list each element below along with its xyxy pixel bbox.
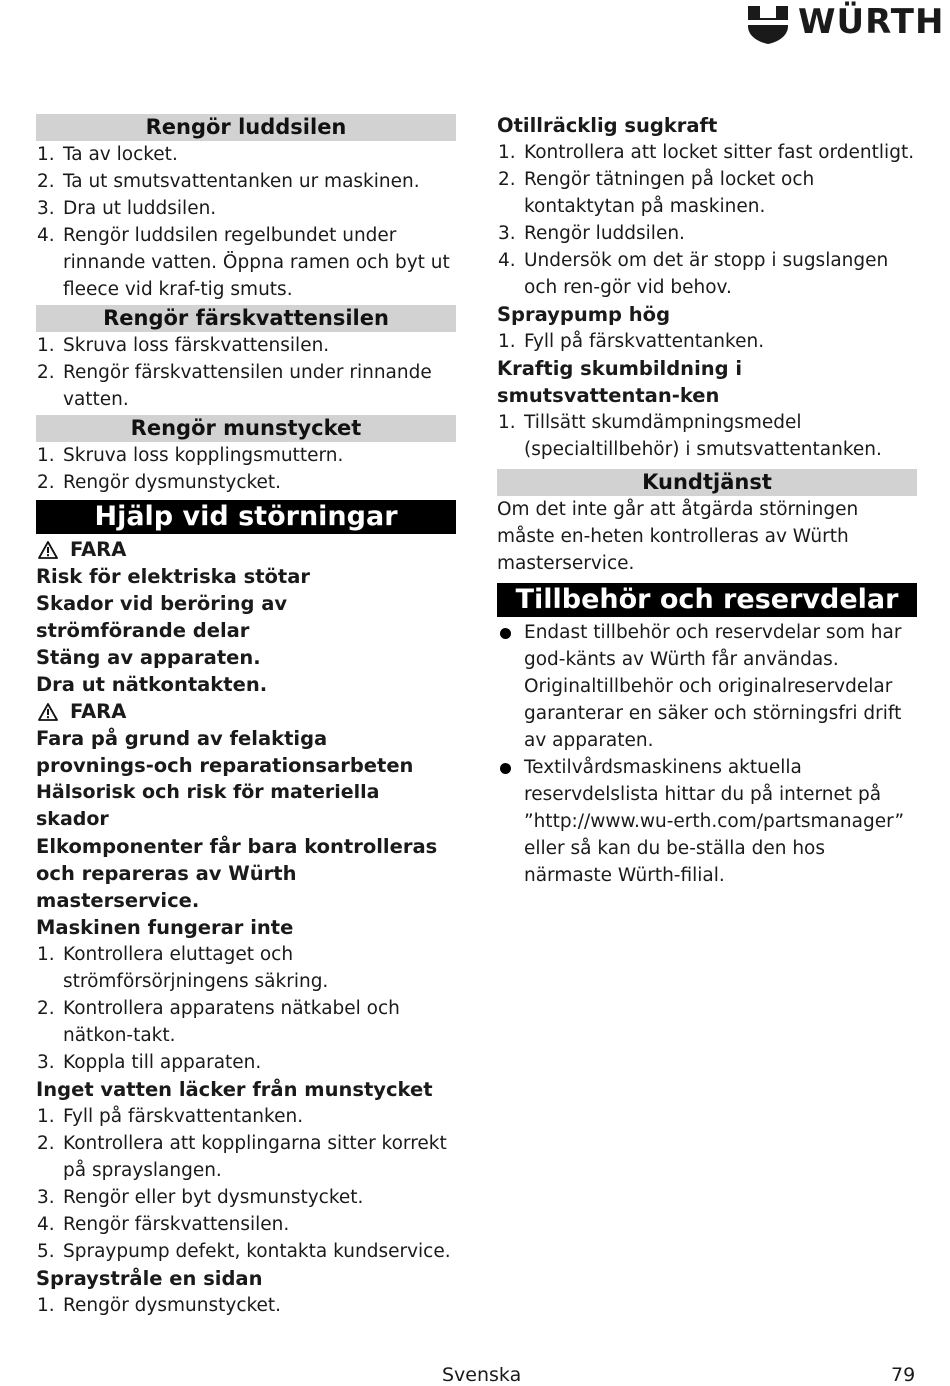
fungerar-steps — [36, 941, 456, 1076]
sugkraft-steps — [497, 139, 917, 301]
list-item: 3. Dra ut luddsilen. — [37, 198, 217, 219]
list-item: 1. Rengör dysmunstycket. — [37, 1295, 282, 1316]
subsection-title: Spraystråle en sidan — [36, 1267, 263, 1290]
list-item: 1. Fyll på färskvattentanken. — [37, 1106, 304, 1127]
list-item: 4. Undersök om det är stopp i sugslangen och ren-gör vid behov. — [498, 250, 889, 298]
warning-label: FARA — [36, 698, 456, 725]
list-item: 1. Ta av locket. — [37, 144, 178, 165]
subsection-title: Otillräcklig sugkraft — [497, 114, 718, 137]
tillbehor-bullets — [497, 619, 917, 889]
list-item: 1. Skruva loss färskvattensilen. — [37, 335, 330, 356]
subsection-title: Spraypump hög — [497, 303, 671, 326]
left-column — [36, 112, 456, 1319]
vatten-steps — [36, 1103, 456, 1265]
bullet-icon — [500, 763, 511, 774]
list-item: 5. Spraypump defekt, kontakta kundservice. — [37, 1241, 451, 1262]
skum-steps — [497, 409, 917, 463]
list-item: 3. Koppla till apparaten. — [37, 1052, 262, 1073]
warning-triangle-icon — [38, 541, 58, 559]
warning-text: Skador vid beröring av strömförande delar — [36, 592, 288, 642]
wurth-logo-text: WÜRTH — [798, 2, 945, 42]
subsection-title: Maskinen fungerar inte — [36, 916, 294, 939]
list-item: Textilvårdsmaskinens aktuella reservdelslista hittar du på internet på ”http://www.wu-erth.com/partsmanager” eller så kan du be-ställa den hos närmaste Würth-filial. — [497, 754, 917, 889]
footer-language: Svenska — [442, 1364, 522, 1386]
list-item: 4. Rengör luddsilen regelbundet under rinnande vatten. Öppna ramen och byt ut fleece vid kraf-tig smuts. — [37, 225, 450, 300]
list-item: 1. Kontrollera att locket sitter fast ordentligt. — [498, 142, 915, 163]
list-item: 2. Rengör tätningen på locket och kontaktytan på maskinen. — [498, 169, 815, 217]
chapter-title-tillbehor: Tillbehör och reservdelar — [497, 583, 917, 617]
list-item: Endast tillbehör och reservdelar som har god-känts av Würth får användas. Originaltillbehör och originalreservdelar garanterar en säker och störningsfri drift av apparaten. — [497, 619, 917, 754]
warning-label: FARA — [36, 536, 456, 563]
list-item: 1. Tillsätt skumdämpningsmedel (specialtillbehör) i smutsvattentanken. — [498, 412, 882, 460]
bullet-icon — [500, 628, 511, 639]
section-title-luddsilen: Rengör luddsilen — [36, 114, 456, 141]
spraypump-steps — [497, 328, 917, 355]
warning-text: Risk för elektriska stötar — [36, 565, 311, 588]
section-title-munstycket: Rengör munstycket — [36, 415, 456, 442]
kundtjanst-text: Om det inte går att åtgärda störningen måste en-heten kontrolleras av Würth masterservice. — [497, 499, 859, 574]
list-item: 3. Rengör luddsilen. — [498, 223, 685, 244]
warning-text: Stäng av apparaten. — [36, 646, 261, 669]
list-item: 3. Rengör eller byt dysmunstycket. — [37, 1187, 364, 1208]
list-item: 1. Fyll på färskvattentanken. — [498, 331, 765, 352]
farsk-steps — [36, 332, 456, 413]
warning-text: Elkomponenter får bara kontrolleras och repareras av Würth masterservice. — [36, 835, 438, 912]
warning-text: Hälsorisk och risk för materiella skador — [36, 781, 380, 830]
list-item: 1. Skruva loss kopplingsmuttern. — [37, 445, 344, 466]
subsection-title: Kraftig skumbildning i smutsvattentan-ken — [497, 357, 743, 407]
list-item: 2. Kontrollera apparatens nätkabel och nätkon-takt. — [37, 998, 400, 1046]
luddsilen-steps — [36, 141, 456, 303]
spraystrale-steps — [36, 1292, 456, 1319]
page-number: 79 — [891, 1364, 916, 1386]
chapter-title-help: Hjälp vid störningar — [36, 500, 456, 534]
subsection-title: Inget vatten läcker från munstycket — [36, 1078, 433, 1101]
list-item: 2. Rengör dysmunstycket. — [37, 472, 282, 493]
munstycket-steps — [36, 442, 456, 496]
list-item: 2. Ta ut smutsvattentanken ur maskinen. — [37, 171, 420, 192]
list-item: 1. Kontrollera eluttaget och strömförsörjningens säkring. — [37, 944, 329, 992]
list-item: 2. Rengör färskvattensilen under rinnande vatten. — [37, 362, 432, 410]
wurth-logo-mark-icon — [748, 4, 788, 44]
warning-text: Dra ut nätkontakten. — [36, 673, 268, 696]
wurth-logo — [748, 4, 948, 44]
section-title-farskvattensilen: Rengör färskvattensilen — [36, 305, 456, 332]
warning-text: Fara på grund av felaktiga provnings-och reparationsarbeten — [36, 727, 414, 777]
section-title-kundtjanst: Kundtjänst — [497, 469, 917, 496]
right-column — [497, 112, 917, 889]
warning-triangle-icon — [38, 703, 58, 721]
list-item: 4. Rengör färskvattensilen. — [37, 1214, 290, 1235]
list-item: 2. Kontrollera att kopplingarna sitter korrekt på sprayslangen. — [37, 1133, 447, 1181]
